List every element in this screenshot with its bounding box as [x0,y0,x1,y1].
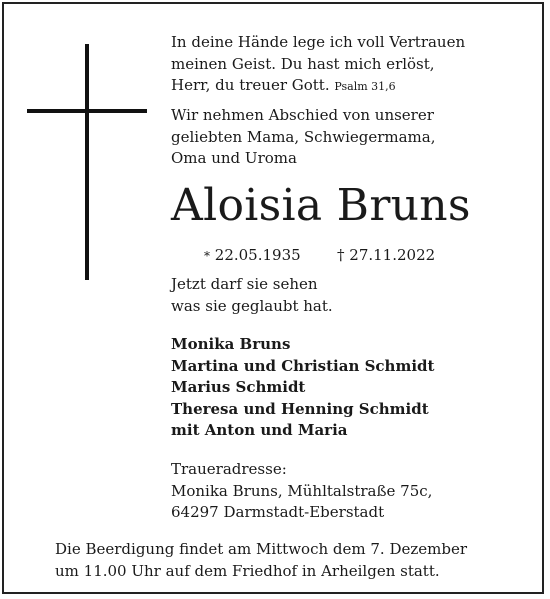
cross-icon-bar [27,109,147,113]
funeral-notice [55,539,467,582]
mourner-name: Martina und Christian Schmidt [171,356,435,375]
psalm-verse [171,32,465,98]
mourner-name: Marius Schmidt [171,378,306,397]
funeral-line: um 11.00 Uhr auf dem Friedhof in Arheilgen statt. [55,561,440,580]
address-line: Monika Bruns, Mühltalstraße 75c, [171,481,433,500]
farewell-line: Wir nehmen Abschied von unserer [171,106,434,124]
address-label: Traueradresse: [171,460,287,478]
mourner-name: mit Anton und Maria [171,421,348,440]
quote-text [171,274,333,317]
death-date-value: 27.11.2022 [349,246,436,264]
mourning-address [171,459,432,524]
mourners-list [171,334,434,442]
psalm-line: Herr, du treuer Gott. [171,76,330,95]
farewell-text [171,105,436,170]
psalm-reference: Psalm 31,6 [334,80,396,94]
death-symbol: † [337,246,345,264]
farewell-line: geliebten Mama, Schwiegermama, [171,127,436,146]
birth-date [204,245,301,266]
death-date [337,245,435,265]
quote-line: was sie geglaubt hat. [171,296,333,315]
farewell-line: Oma und Uroma [171,149,297,168]
funeral-line: Die Beerdigung findet am Mittwoch dem 7. Dezember [55,540,468,558]
address-line: 64297 Darmstadt-Eberstadt [171,503,385,522]
obituary-notice [2,2,544,594]
birth-symbol: * [204,249,210,263]
deceased-name: Aloisia Bruns [171,180,471,231]
mourner-name: Theresa und Henning Schmidt [171,399,429,418]
psalm-line: In deine Hände lege ich voll Vertrauen [171,33,466,51]
psalm-line: meinen Geist. Du hast mich erlöst, [171,54,435,73]
birth-date-value: 22.05.1935 [214,246,301,264]
quote-line: Jetzt darf sie sehen [171,275,318,293]
mourner-name: Monika Bruns [171,335,291,353]
cross-icon [85,44,89,280]
